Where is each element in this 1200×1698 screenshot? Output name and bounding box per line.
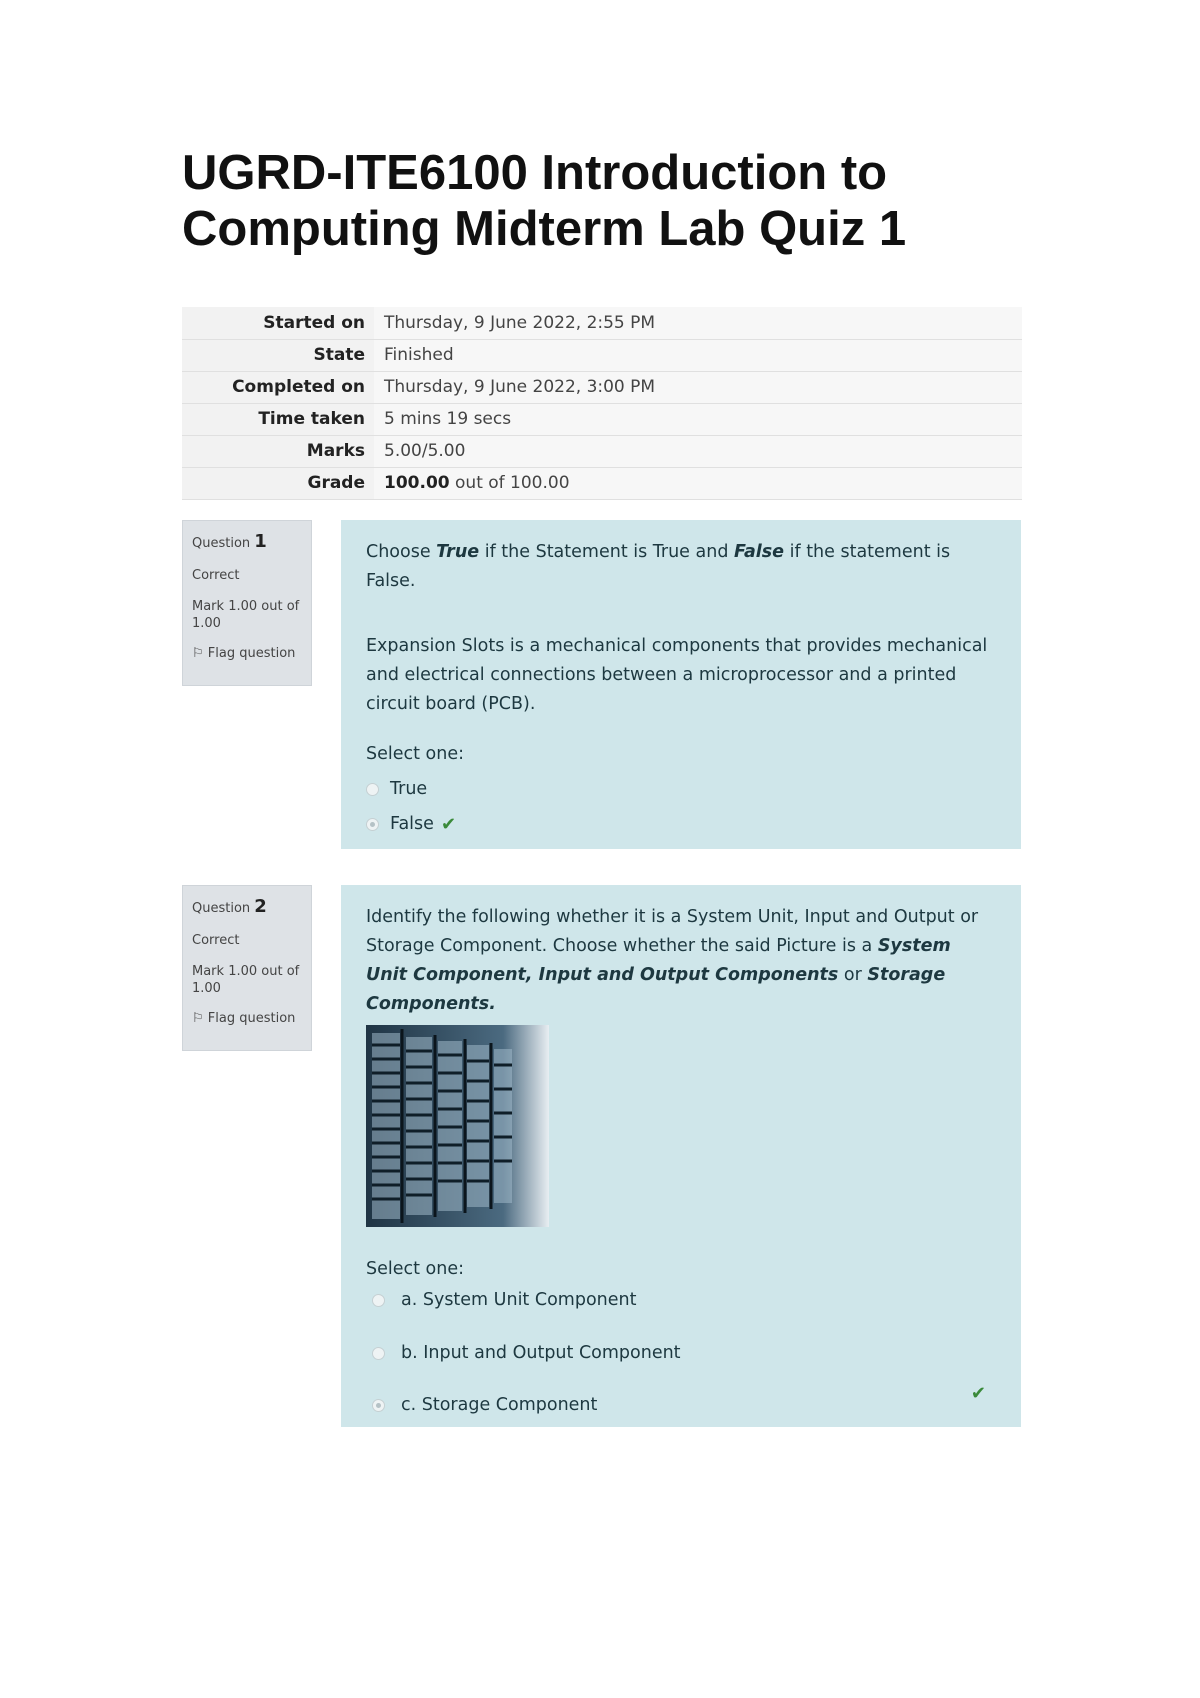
text: if the statement is False. — [366, 542, 951, 591]
question-2-info — [182, 885, 312, 1051]
summary-label: Completed on — [182, 371, 374, 403]
answer-option-a[interactable] — [366, 1286, 996, 1315]
radio-button[interactable] — [372, 1294, 385, 1307]
grade-out-of: out of 100.00 — [455, 473, 570, 493]
option-label: c. Storage Component — [401, 1395, 598, 1415]
correct-check-icon: ✔ — [440, 814, 457, 835]
radio-button-selected[interactable] — [372, 1399, 385, 1412]
summary-label: Started on — [182, 307, 374, 339]
flag-icon: ⚐ — [192, 646, 204, 661]
radio-button[interactable] — [366, 783, 379, 796]
summary-value — [374, 467, 1022, 499]
question-state: Correct — [192, 933, 240, 948]
select-one-label: Select one: — [366, 1259, 465, 1279]
question-mark: Mark 1.00 out of 1.00 — [192, 964, 300, 996]
summary-value: Thursday, 9 June 2022, 3:00 PM — [374, 371, 1022, 403]
summary-label: Marks — [182, 435, 374, 467]
summary-label: State — [182, 339, 374, 371]
question-prompt — [366, 903, 996, 1019]
text: or — [838, 965, 868, 985]
question-number-value: 2 — [254, 896, 267, 917]
flag-label: Flag question — [207, 646, 296, 661]
question-1-info — [182, 520, 312, 686]
question-statement: Expansion Slots is a mechanical components that provides mechanical and electrical connections between a microprocessor and a printed circuit board (PCB). — [366, 636, 988, 714]
emphasis-true: True — [436, 542, 480, 562]
summary-value: Finished — [374, 339, 1022, 371]
correct-check-icon: ✔ — [970, 1383, 986, 1404]
question-number — [192, 898, 302, 917]
grade-value: 100.00 — [384, 473, 450, 493]
option-label: a. System Unit Component — [401, 1290, 637, 1310]
question-label: Question — [192, 901, 251, 916]
flag-icon: ⚐ — [192, 1011, 204, 1026]
answer-option-c[interactable] — [366, 1383, 996, 1420]
attempt-summary-table — [182, 307, 1022, 500]
question-mark: Mark 1.00 out of 1.00 — [192, 599, 300, 631]
radio-button[interactable] — [372, 1347, 385, 1360]
text: Choose — [366, 542, 437, 562]
select-one-label: Select one: — [366, 744, 465, 764]
answer-option-b[interactable] — [366, 1339, 996, 1368]
option-label: False — [390, 814, 434, 834]
summary-row-state — [182, 339, 1022, 371]
summary-row-grade — [182, 467, 1022, 499]
question-state: Correct — [192, 568, 240, 583]
answer-option-false[interactable] — [366, 810, 996, 839]
text: if the Statement is True and — [479, 542, 734, 562]
text: Identify the following whether it is a System Unit, Input and Output or Storage Component. Choose whether the said Picture is a — [366, 907, 979, 956]
question-2-content — [341, 885, 1021, 1427]
summary-label: Time taken — [182, 403, 374, 435]
emphasis-false: False — [734, 542, 785, 562]
summary-value: 5.00/5.00 — [374, 435, 1022, 467]
answer-option-true[interactable] — [366, 775, 996, 804]
question-1-content — [341, 520, 1021, 849]
radio-button-selected[interactable] — [366, 818, 379, 831]
emphasis-options: System Unit Component, Input and Output Components — [366, 936, 951, 985]
question-number — [192, 533, 302, 552]
summary-row-completed — [182, 371, 1022, 403]
question-label: Question — [192, 536, 251, 551]
option-label: b. Input and Output Component — [401, 1343, 681, 1363]
question-intro — [366, 538, 996, 596]
summary-row-marks — [182, 435, 1022, 467]
flag-question-link[interactable] — [192, 1010, 302, 1027]
flag-question-link[interactable] — [192, 645, 302, 662]
summary-value: Thursday, 9 June 2022, 2:55 PM — [374, 307, 1022, 339]
page-title: UGRD-ITE6100 Introduction to Computing Midterm Lab Quiz 1 — [182, 146, 907, 256]
summary-row-time-taken — [182, 403, 1022, 435]
option-label: True — [390, 779, 428, 799]
flag-label: Flag question — [207, 1011, 296, 1026]
question-number-value: 1 — [254, 531, 267, 552]
server-rack-image — [366, 1025, 549, 1227]
summary-value: 5 mins 19 secs — [374, 403, 1022, 435]
emphasis-storage: Storage Components. — [366, 965, 946, 1014]
summary-row-started — [182, 307, 1022, 339]
summary-label: Grade — [182, 467, 374, 499]
